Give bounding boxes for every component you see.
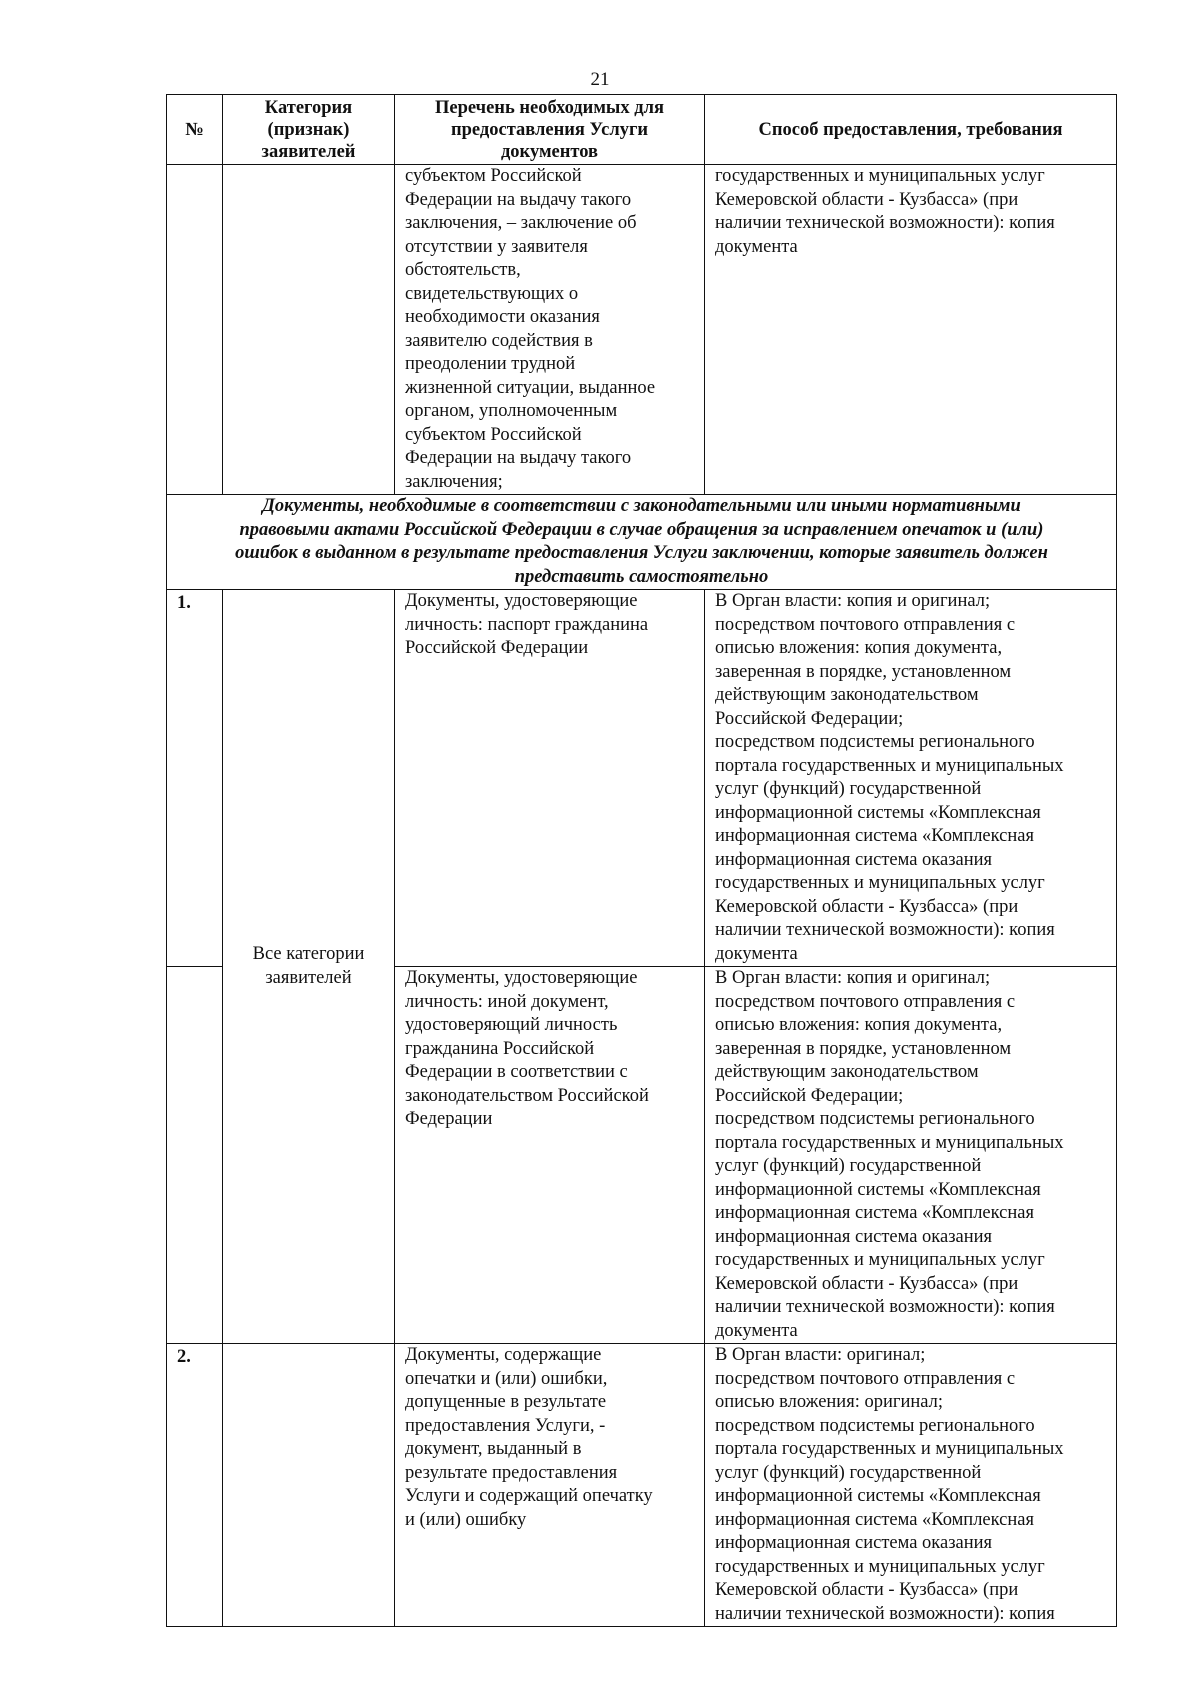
header-documents: Перечень необходимых для предоставления Услуги документов xyxy=(395,95,705,165)
cell-number-empty xyxy=(167,165,223,495)
cell-documents: Документы, удостоверяющие личность: иной документ, удостоверяющий личность гражданина Российской Федерации в соответствии с законодательством Российской Федерации xyxy=(395,967,705,1344)
cell-method: В Орган власти: оригинал; посредством почтового отправления с описью вложения: оригинал; посредством подсистемы регионального портала государственных и муниципальных услуг (функций) государственной информационной системы «Комплексная информационная система «Комплексная информационная система оказания государственных и муниципальных услуг Кемеровской области - Кузбасса» (при наличии технической возможности): копия xyxy=(705,1344,1117,1627)
header-method: Способ предоставления, требования xyxy=(705,95,1117,165)
page-number: 21 xyxy=(590,69,610,90)
row-number: 2. xyxy=(167,1344,223,1627)
table-row xyxy=(167,1344,1117,1627)
section-heading: Документы, необходимые в соответствии с законодательными или иными нормативными правовыми актами Российской Федерации в случае обращения за исправлением опечаток и (или) ошибок в выданном в результате предоставления Услуги заключении, которые заявитель должен представить самостоятельно xyxy=(167,495,1117,590)
cell-method: В Орган власти: копия и оригинал; посредством почтового отправления с описью вложения: копия документа, заверенная в порядке, установленном действующим законодательством Российской Федерации; посредством подсистемы регионального портала государственных и муниципальных услуг (функций) государственной информационной системы «Комплексная информационная система «Комплексная информационная система оказания государственных и муниципальных услуг Кемеровской области - Кузбасса» (при наличии технической возможности): копия документа xyxy=(705,590,1117,967)
table-header-row xyxy=(167,95,1117,165)
cell-documents: субъектом Российской Федерации на выдачу такого заключения, – заключение об отсутствии у заявителя обстоятельств, свидетельствующих о необходимости оказания заявителю содействия в преодолении трудной жизненной ситуации, выданное органом, уполномоченным субъектом Российской Федерации на выдачу такого заключения; xyxy=(395,165,705,495)
header-number: № xyxy=(167,95,223,165)
table-row-continued xyxy=(167,165,1117,495)
cell-category-empty xyxy=(223,165,395,495)
cell-documents: Документы, содержащие опечатки и (или) ошибки, допущенные в результате предоставления Услуги, - документ, выданный в результате предоставления Услуги и содержащий опечатку и (или) ошибку xyxy=(395,1344,705,1627)
section-heading-row xyxy=(167,495,1117,590)
row-number: 1. xyxy=(167,590,223,967)
cell-category-empty xyxy=(223,1344,395,1627)
row-number xyxy=(167,967,223,1344)
cell-documents: Документы, удостоверяющие личность: паспорт гражданина Российской Федерации xyxy=(395,590,705,967)
cell-category: Все категории заявителей xyxy=(223,590,395,1344)
documents-table xyxy=(166,94,1117,1627)
header-category: Категория (признак) заявителей xyxy=(223,95,395,165)
table-row xyxy=(167,590,1117,967)
cell-method: государственных и муниципальных услуг Кемеровской области - Кузбасса» (при наличии технической возможности): копия документа xyxy=(705,165,1117,495)
cell-method: В Орган власти: копия и оригинал; посредством почтового отправления с описью вложения: копия документа, заверенная в порядке, установленном действующим законодательством Российской Федерации; посредством подсистемы регионального портала государственных и муниципальных услуг (функций) государственной информационной системы «Комплексная информационная система «Комплексная информационная система оказания государственных и муниципальных услуг Кемеровской области - Кузбасса» (при наличии технической возможности): копия документа xyxy=(705,967,1117,1344)
